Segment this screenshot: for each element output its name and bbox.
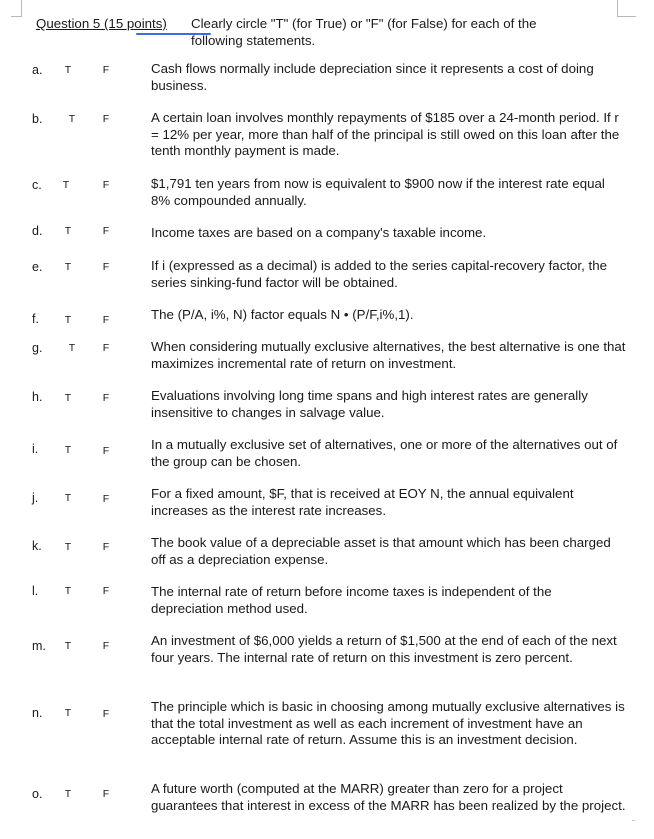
true-option[interactable]: T	[64, 444, 72, 456]
statement-text: The principle which is basic in choosing among mutually exclusive alternatives is that the total investment as well as each increment of investment have an acceptable internal rate of return. Assume this is an investment decision.	[151, 699, 625, 747]
true-option[interactable]: T	[64, 541, 72, 553]
page-edge-tick	[632, 820, 635, 821]
false-option[interactable]: F	[102, 708, 110, 720]
false-option[interactable]: F	[102, 314, 110, 326]
statement-text: $1,791 ten years from now is equivalent to $900 now if the interest rate equal 8% compounded annually.	[151, 176, 605, 208]
statement-text: A certain loan involves monthly repayments of $185 over a 24-month period. If r = 12% per year, more than half of the principal is still owed on this loan after the tenth monthly payment is made.	[151, 110, 620, 158]
false-option[interactable]: F	[102, 541, 110, 553]
statement-letter: k.	[32, 539, 42, 553]
statement-text: When considering mutually exclusive alternatives, the best alternative is one that maximizes incremental rate of return on investment.	[151, 339, 626, 371]
statement-letter: e.	[32, 260, 43, 274]
false-option[interactable]: F	[102, 261, 110, 273]
true-option[interactable]: T	[64, 585, 72, 597]
true-option[interactable]: T	[64, 225, 72, 237]
true-option[interactable]: T	[64, 64, 72, 76]
true-option[interactable]: T	[64, 314, 72, 326]
true-option[interactable]: T	[64, 261, 72, 273]
statement-letter: h.	[32, 390, 43, 404]
statement-letter: o.	[32, 787, 43, 801]
statement-text: An investment of $6,000 yields a return of $1,500 at the end of each of the next four years. The internal rate of return on this investment is zero percent.	[151, 633, 617, 665]
true-option[interactable]: T	[62, 179, 70, 191]
false-option[interactable]: F	[102, 585, 110, 597]
statement-letter: b.	[32, 112, 43, 126]
statement-text: The (P/A, i%, N) factor equals N • (P/F,i%,1).	[151, 307, 414, 322]
statement-text: Evaluations involving long time spans and high interest rates are generally insensitive to changes in salvage value.	[151, 388, 588, 420]
statement-letter: j.	[32, 491, 39, 505]
statement-letter: a.	[32, 63, 43, 77]
statement-text: The book value of a depreciable asset is that amount which has been charged off as a depreciation expense.	[151, 535, 611, 567]
true-option[interactable]: T	[68, 113, 76, 125]
false-option[interactable]: F	[102, 392, 110, 404]
statement-text: Cash flows normally include depreciation since it represents a cost of doing business.	[151, 61, 594, 93]
statement-text: For a fixed amount, $F, that is received at EOY N, the annual equivalent increases as the interest rate increases.	[151, 486, 574, 518]
false-option[interactable]: F	[102, 788, 110, 800]
statement-letter: n.	[32, 706, 43, 720]
true-option[interactable]: T	[64, 640, 72, 652]
false-option[interactable]: F	[102, 179, 110, 191]
true-option[interactable]: T	[64, 788, 72, 800]
statement-text: Income taxes are based on a company's taxable income.	[151, 225, 487, 240]
true-option[interactable]: T	[68, 342, 76, 354]
statement-letter: i.	[32, 442, 39, 456]
statement-text: If i (expressed as a decimal) is added to the series capital-recovery factor, the series sinking-fund factor will be obtained.	[151, 258, 608, 290]
statement-text: In a mutually exclusive set of alternatives, one or more of the alternatives out of the group can be chosen.	[151, 437, 618, 469]
statement-letter: c.	[32, 178, 42, 192]
statement-letter: f.	[32, 312, 39, 326]
true-option[interactable]: T	[64, 392, 72, 404]
false-option[interactable]: F	[102, 342, 110, 354]
false-option[interactable]: F	[102, 493, 110, 505]
true-option[interactable]: T	[64, 707, 72, 719]
page-corner-mark-right	[617, 0, 636, 17]
question-title	[36, 16, 167, 33]
true-option[interactable]: T	[64, 492, 72, 504]
instructions-text: Clearly circle "T" (for True) or "F" (for False) for each of the following statements.	[191, 16, 537, 48]
statement-text: The internal rate of return before income taxes is independent of the depreciation method used.	[151, 584, 552, 616]
statement-letter: l.	[32, 584, 39, 598]
statement-letter: g.	[32, 341, 43, 355]
false-option[interactable]: F	[102, 445, 110, 457]
false-option[interactable]: F	[102, 64, 110, 76]
statement-text: A future worth (computed at the MARR) greater than zero for a project guarantees that interest in excess of the MARR has been realized by the project.	[151, 781, 626, 813]
page-corner-mark-left	[11, 0, 22, 17]
false-option[interactable]: F	[102, 225, 110, 237]
question-title-label: Question 5 (15 points)	[36, 16, 167, 31]
statement-letter: d.	[32, 224, 43, 238]
statement-letter: m.	[32, 639, 46, 653]
false-option[interactable]: F	[102, 113, 110, 125]
false-option[interactable]: F	[102, 640, 110, 652]
